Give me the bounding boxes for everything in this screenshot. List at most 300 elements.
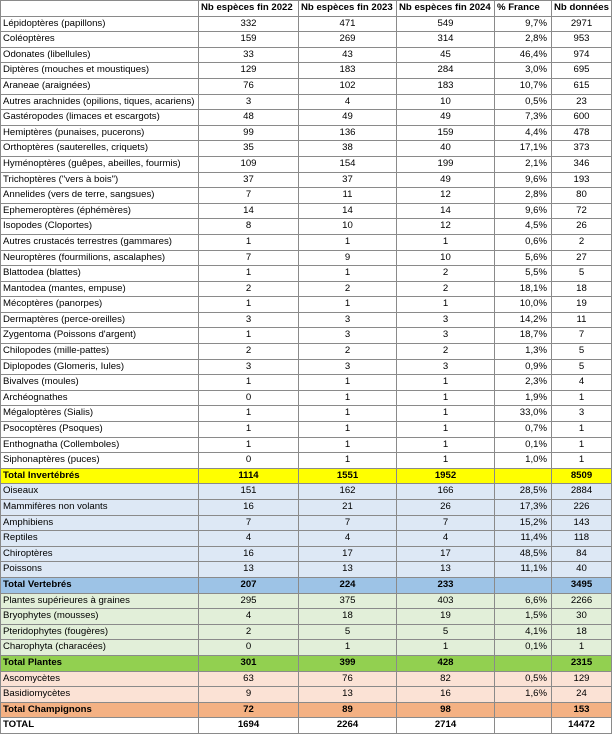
pct-france-cell: 28,5% — [495, 484, 552, 500]
count-2023-cell: 14 — [299, 203, 397, 219]
nb-donnees-cell: 5 — [552, 344, 612, 360]
count-2023-cell: 1 — [299, 640, 397, 656]
header-row — [1, 1, 612, 17]
nb-donnees-cell: 11 — [552, 312, 612, 328]
taxon-cell: Enthognatha (Collemboles) — [1, 437, 199, 453]
taxon-cell: Archéognathes — [1, 390, 199, 406]
count-2022-cell: 1 — [199, 437, 299, 453]
count-2024-cell: 549 — [397, 16, 495, 32]
count-2023-cell: 17 — [299, 546, 397, 562]
count-2023-cell: 1 — [299, 375, 397, 391]
taxon-cell: Siphonaptères (puces) — [1, 453, 199, 469]
pct-france-cell: 0,5% — [495, 94, 552, 110]
count-2023-cell: 13 — [299, 562, 397, 578]
count-2022-cell: 332 — [199, 16, 299, 32]
count-2024-cell: 5 — [397, 624, 495, 640]
count-2023-cell: 5 — [299, 624, 397, 640]
count-2024-cell: 1 — [397, 406, 495, 422]
count-2022-cell: 1694 — [199, 718, 299, 734]
nb-donnees-cell: 26 — [552, 219, 612, 235]
count-2024-cell: 1 — [397, 390, 495, 406]
pct-france-cell: 2,8% — [495, 32, 552, 48]
pct-france-cell — [495, 468, 552, 484]
total-row — [1, 718, 612, 734]
pct-france-cell: 4,4% — [495, 125, 552, 141]
count-2024-cell: 403 — [397, 593, 495, 609]
pct-france-cell: 0,9% — [495, 359, 552, 375]
count-2024-cell: 98 — [397, 702, 495, 718]
nb-donnees-cell: 5 — [552, 359, 612, 375]
pct-france-cell — [495, 655, 552, 671]
pct-france-cell — [495, 718, 552, 734]
table-row — [1, 531, 612, 547]
count-2022-cell: 7 — [199, 250, 299, 266]
count-2024-cell: 26 — [397, 500, 495, 516]
nb-donnees-cell: 1 — [552, 437, 612, 453]
count-2024-cell: 428 — [397, 655, 495, 671]
count-2024-cell: 183 — [397, 78, 495, 94]
taxon-cell: Araneae (araignées) — [1, 78, 199, 94]
count-2024-cell: 314 — [397, 32, 495, 48]
nb-donnees-cell: 143 — [552, 515, 612, 531]
taxon-cell: Poissons — [1, 562, 199, 578]
count-2024-cell: 10 — [397, 94, 495, 110]
pct-france-cell: 48,5% — [495, 546, 552, 562]
taxon-cell: Total Plantes — [1, 655, 199, 671]
pct-france-cell: 2,3% — [495, 375, 552, 391]
table-row — [1, 47, 612, 63]
pct-france-cell: 10,0% — [495, 297, 552, 313]
taxon-cell: Total Invertébrés — [1, 468, 199, 484]
table-row — [1, 63, 612, 79]
count-2023-cell: 3 — [299, 359, 397, 375]
taxon-cell: Chilopodes (mille-pattes) — [1, 344, 199, 360]
count-2023-cell: 2 — [299, 344, 397, 360]
count-2022-cell: 159 — [199, 32, 299, 48]
pct-france-cell: 1,3% — [495, 344, 552, 360]
table-row — [1, 453, 612, 469]
taxon-cell: Zygentoma (Poissons d'argent) — [1, 328, 199, 344]
count-2023-cell: 1 — [299, 437, 397, 453]
pct-france-cell: 3,0% — [495, 63, 552, 79]
taxon-cell: Ascomycètes — [1, 671, 199, 687]
count-2022-cell: 129 — [199, 63, 299, 79]
count-2024-cell: 49 — [397, 172, 495, 188]
nb-donnees-cell: 2 — [552, 234, 612, 250]
count-2023-cell: 183 — [299, 63, 397, 79]
taxon-cell: Neuroptères (fourmilions, ascalaphes) — [1, 250, 199, 266]
header-taxon — [1, 1, 199, 17]
count-2022-cell: 109 — [199, 156, 299, 172]
taxon-cell: Bryophytes (mousses) — [1, 609, 199, 625]
table-row — [1, 266, 612, 282]
header-2022: Nb espèces fin 2022 — [199, 1, 299, 17]
count-2024-cell: 2714 — [397, 718, 495, 734]
taxon-cell: Psocoptères (Psoques) — [1, 422, 199, 438]
table-row — [1, 156, 612, 172]
count-2024-cell: 7 — [397, 515, 495, 531]
count-2023-cell: 49 — [299, 110, 397, 126]
count-2022-cell: 13 — [199, 562, 299, 578]
taxon-cell: Blattodea (blattes) — [1, 266, 199, 282]
count-2024-cell: 1 — [397, 422, 495, 438]
count-2024-cell: 1 — [397, 437, 495, 453]
count-2024-cell: 3 — [397, 359, 495, 375]
count-2022-cell: 63 — [199, 671, 299, 687]
count-2024-cell: 3 — [397, 312, 495, 328]
pct-france-cell: 6,6% — [495, 593, 552, 609]
count-2023-cell: 10 — [299, 219, 397, 235]
pct-france-cell: 33,0% — [495, 406, 552, 422]
count-2022-cell: 33 — [199, 47, 299, 63]
header-pct-france: % France — [495, 1, 552, 17]
count-2024-cell: 166 — [397, 484, 495, 500]
table-row — [1, 375, 612, 391]
nb-donnees-cell: 118 — [552, 531, 612, 547]
nb-donnees-cell: 1 — [552, 422, 612, 438]
count-2022-cell: 1114 — [199, 468, 299, 484]
nb-donnees-cell: 1 — [552, 390, 612, 406]
table-row — [1, 219, 612, 235]
count-2024-cell: 2 — [397, 281, 495, 297]
nb-donnees-cell: 129 — [552, 671, 612, 687]
taxon-cell: Mégaloptères (Sialis) — [1, 406, 199, 422]
count-2023-cell: 399 — [299, 655, 397, 671]
count-2024-cell: 159 — [397, 125, 495, 141]
count-2022-cell: 0 — [199, 453, 299, 469]
count-2024-cell: 40 — [397, 141, 495, 157]
count-2022-cell: 99 — [199, 125, 299, 141]
count-2022-cell: 4 — [199, 531, 299, 547]
nb-donnees-cell: 695 — [552, 63, 612, 79]
table-row — [1, 234, 612, 250]
nb-donnees-cell: 84 — [552, 546, 612, 562]
count-2022-cell: 7 — [199, 188, 299, 204]
table-row — [1, 328, 612, 344]
count-2022-cell: 2 — [199, 624, 299, 640]
count-2024-cell: 12 — [397, 188, 495, 204]
count-2022-cell: 1 — [199, 234, 299, 250]
table-row — [1, 671, 612, 687]
table-row — [1, 250, 612, 266]
table-row — [1, 16, 612, 32]
pct-france-cell: 9,6% — [495, 203, 552, 219]
count-2023-cell: 136 — [299, 125, 397, 141]
taxon-cell: Coléoptères — [1, 32, 199, 48]
total-row — [1, 577, 612, 593]
taxon-cell: Autres crustacés terrestres (gammares) — [1, 234, 199, 250]
pct-france-cell: 5,5% — [495, 266, 552, 282]
count-2024-cell: 16 — [397, 687, 495, 703]
table-row — [1, 78, 612, 94]
nb-donnees-cell: 4 — [552, 375, 612, 391]
count-2022-cell: 7 — [199, 515, 299, 531]
table-row — [1, 593, 612, 609]
nb-donnees-cell: 2884 — [552, 484, 612, 500]
count-2023-cell: 89 — [299, 702, 397, 718]
pct-france-cell: 17,3% — [495, 500, 552, 516]
total-row — [1, 655, 612, 671]
count-2022-cell: 1 — [199, 375, 299, 391]
count-2022-cell: 76 — [199, 78, 299, 94]
taxon-cell: Lépidoptères (papillons) — [1, 16, 199, 32]
count-2022-cell: 37 — [199, 172, 299, 188]
taxon-cell: Total Champignons — [1, 702, 199, 718]
table-body — [1, 16, 612, 733]
nb-donnees-cell: 2315 — [552, 655, 612, 671]
table-row — [1, 422, 612, 438]
taxon-cell: Mammifères non volants — [1, 500, 199, 516]
pct-france-cell: 11,1% — [495, 562, 552, 578]
count-2022-cell: 3 — [199, 312, 299, 328]
table-row — [1, 32, 612, 48]
pct-france-cell: 2,8% — [495, 188, 552, 204]
nb-donnees-cell: 953 — [552, 32, 612, 48]
count-2023-cell: 269 — [299, 32, 397, 48]
count-2022-cell: 2 — [199, 281, 299, 297]
count-2024-cell: 1 — [397, 375, 495, 391]
total-row — [1, 468, 612, 484]
count-2023-cell: 1 — [299, 453, 397, 469]
taxon-cell: Total Vertebrés — [1, 577, 199, 593]
count-2023-cell: 154 — [299, 156, 397, 172]
table-row — [1, 390, 612, 406]
count-2024-cell: 284 — [397, 63, 495, 79]
nb-donnees-cell: 346 — [552, 156, 612, 172]
count-2023-cell: 375 — [299, 593, 397, 609]
nb-donnees-cell: 27 — [552, 250, 612, 266]
count-2023-cell: 13 — [299, 687, 397, 703]
nb-donnees-cell: 30 — [552, 609, 612, 625]
count-2022-cell: 16 — [199, 546, 299, 562]
count-2022-cell: 0 — [199, 390, 299, 406]
pct-france-cell: 0,6% — [495, 234, 552, 250]
count-2023-cell: 2264 — [299, 718, 397, 734]
table-row — [1, 125, 612, 141]
nb-donnees-cell: 1 — [552, 640, 612, 656]
table-row — [1, 94, 612, 110]
count-2022-cell: 4 — [199, 609, 299, 625]
count-2023-cell: 21 — [299, 500, 397, 516]
pct-france-cell: 18,7% — [495, 328, 552, 344]
table-row — [1, 624, 612, 640]
count-2023-cell: 76 — [299, 671, 397, 687]
count-2024-cell: 233 — [397, 577, 495, 593]
taxon-cell: Ephemeroptères (éphémères) — [1, 203, 199, 219]
nb-donnees-cell: 2971 — [552, 16, 612, 32]
count-2022-cell: 295 — [199, 593, 299, 609]
pct-france-cell: 0,5% — [495, 671, 552, 687]
pct-france-cell — [495, 702, 552, 718]
pct-france-cell: 14,2% — [495, 312, 552, 328]
count-2022-cell: 207 — [199, 577, 299, 593]
count-2023-cell: 3 — [299, 312, 397, 328]
count-2024-cell: 82 — [397, 671, 495, 687]
count-2023-cell: 9 — [299, 250, 397, 266]
nb-donnees-cell: 153 — [552, 702, 612, 718]
count-2023-cell: 1 — [299, 266, 397, 282]
nb-donnees-cell: 19 — [552, 297, 612, 313]
count-2022-cell: 16 — [199, 500, 299, 516]
table-row — [1, 640, 612, 656]
taxon-cell: TOTAL — [1, 718, 199, 734]
nb-donnees-cell: 24 — [552, 687, 612, 703]
pct-france-cell — [495, 577, 552, 593]
count-2023-cell: 224 — [299, 577, 397, 593]
taxon-cell: Bivalves (moules) — [1, 375, 199, 391]
count-2023-cell: 1 — [299, 390, 397, 406]
taxon-cell: Basidiomycètes — [1, 687, 199, 703]
count-2024-cell: 19 — [397, 609, 495, 625]
taxon-cell: Charophyta (characées) — [1, 640, 199, 656]
count-2022-cell: 1 — [199, 422, 299, 438]
pct-france-cell: 1,0% — [495, 453, 552, 469]
count-2022-cell: 14 — [199, 203, 299, 219]
count-2022-cell: 8 — [199, 219, 299, 235]
count-2023-cell: 1 — [299, 422, 397, 438]
nb-donnees-cell: 193 — [552, 172, 612, 188]
count-2022-cell: 1 — [199, 406, 299, 422]
count-2024-cell: 12 — [397, 219, 495, 235]
pct-france-cell: 7,3% — [495, 110, 552, 126]
count-2024-cell: 17 — [397, 546, 495, 562]
pct-france-cell: 17,1% — [495, 141, 552, 157]
pct-france-cell: 0,1% — [495, 640, 552, 656]
nb-donnees-cell: 80 — [552, 188, 612, 204]
table-row — [1, 546, 612, 562]
count-2022-cell: 1 — [199, 297, 299, 313]
count-2022-cell: 3 — [199, 94, 299, 110]
pct-france-cell: 1,9% — [495, 390, 552, 406]
pct-france-cell: 0,7% — [495, 422, 552, 438]
nb-donnees-cell: 8509 — [552, 468, 612, 484]
count-2023-cell: 3 — [299, 328, 397, 344]
header-2024: Nb espèces fin 2024 — [397, 1, 495, 17]
count-2023-cell: 1 — [299, 234, 397, 250]
count-2022-cell: 151 — [199, 484, 299, 500]
table-row — [1, 344, 612, 360]
taxon-cell: Hemiptères (punaises, pucerons) — [1, 125, 199, 141]
count-2023-cell: 18 — [299, 609, 397, 625]
pct-france-cell: 15,2% — [495, 515, 552, 531]
nb-donnees-cell: 3495 — [552, 577, 612, 593]
table-row — [1, 188, 612, 204]
table-row — [1, 406, 612, 422]
pct-france-cell: 1,6% — [495, 687, 552, 703]
count-2023-cell: 37 — [299, 172, 397, 188]
taxon-cell: Diplopodes (Glomeris, Iules) — [1, 359, 199, 375]
nb-donnees-cell: 18 — [552, 624, 612, 640]
table-row — [1, 562, 612, 578]
pct-france-cell: 18,1% — [495, 281, 552, 297]
pct-france-cell: 11,4% — [495, 531, 552, 547]
count-2024-cell: 13 — [397, 562, 495, 578]
taxon-cell: Orthoptères (sauterelles, criquets) — [1, 141, 199, 157]
count-2022-cell: 3 — [199, 359, 299, 375]
taxon-cell: Diptères (mouches et moustiques) — [1, 63, 199, 79]
taxon-cell: Odonates (libellules) — [1, 47, 199, 63]
count-2024-cell: 1 — [397, 453, 495, 469]
table-row — [1, 609, 612, 625]
table-row — [1, 515, 612, 531]
taxon-cell: Mantodea (mantes, empuse) — [1, 281, 199, 297]
count-2024-cell: 45 — [397, 47, 495, 63]
count-2023-cell: 102 — [299, 78, 397, 94]
pct-france-cell: 4,1% — [495, 624, 552, 640]
taxon-cell: Oiseaux — [1, 484, 199, 500]
nb-donnees-cell: 478 — [552, 125, 612, 141]
pct-france-cell: 4,5% — [495, 219, 552, 235]
count-2022-cell: 72 — [199, 702, 299, 718]
count-2024-cell: 2 — [397, 266, 495, 282]
count-2024-cell: 49 — [397, 110, 495, 126]
nb-donnees-cell: 40 — [552, 562, 612, 578]
pct-france-cell: 0,1% — [495, 437, 552, 453]
pct-france-cell: 10,7% — [495, 78, 552, 94]
table-row — [1, 297, 612, 313]
count-2023-cell: 4 — [299, 94, 397, 110]
taxon-cell: Annelides (vers de terre, sangsues) — [1, 188, 199, 204]
taxon-cell: Hyménoptères (guêpes, abeilles, fourmis) — [1, 156, 199, 172]
nb-donnees-cell: 14472 — [552, 718, 612, 734]
table-row — [1, 687, 612, 703]
nb-donnees-cell: 18 — [552, 281, 612, 297]
count-2022-cell: 2 — [199, 344, 299, 360]
taxon-cell: Mécoptères (panorpes) — [1, 297, 199, 313]
header-nb-donnees: Nb données — [552, 1, 612, 17]
table-row — [1, 437, 612, 453]
nb-donnees-cell: 3 — [552, 406, 612, 422]
pct-france-cell: 9,6% — [495, 172, 552, 188]
nb-donnees-cell: 2266 — [552, 593, 612, 609]
nb-donnees-cell: 974 — [552, 47, 612, 63]
total-row — [1, 702, 612, 718]
count-2023-cell: 1 — [299, 406, 397, 422]
count-2022-cell: 1 — [199, 328, 299, 344]
count-2022-cell: 0 — [199, 640, 299, 656]
nb-donnees-cell: 600 — [552, 110, 612, 126]
taxon-cell: Reptiles — [1, 531, 199, 547]
table-row — [1, 281, 612, 297]
table-row — [1, 172, 612, 188]
count-2023-cell: 38 — [299, 141, 397, 157]
count-2023-cell: 43 — [299, 47, 397, 63]
count-2024-cell: 199 — [397, 156, 495, 172]
table-row — [1, 203, 612, 219]
pct-france-cell: 9,7% — [495, 16, 552, 32]
count-2024-cell: 2 — [397, 344, 495, 360]
count-2024-cell: 3 — [397, 328, 495, 344]
table-row — [1, 110, 612, 126]
nb-donnees-cell: 23 — [552, 94, 612, 110]
count-2024-cell: 1952 — [397, 468, 495, 484]
count-2023-cell: 2 — [299, 281, 397, 297]
count-2023-cell: 11 — [299, 188, 397, 204]
taxon-cell: Autres arachnides (opilions, tiques, acariens) — [1, 94, 199, 110]
taxon-cell: Pteridophytes (fougères) — [1, 624, 199, 640]
header-2023: Nb espèces fin 2023 — [299, 1, 397, 17]
table-row — [1, 312, 612, 328]
taxon-cell: Dermaptères (perce-oreilles) — [1, 312, 199, 328]
pct-france-cell: 46,4% — [495, 47, 552, 63]
count-2022-cell: 35 — [199, 141, 299, 157]
count-2022-cell: 1 — [199, 266, 299, 282]
count-2023-cell: 471 — [299, 16, 397, 32]
count-2024-cell: 4 — [397, 531, 495, 547]
nb-donnees-cell: 1 — [552, 453, 612, 469]
count-2022-cell: 9 — [199, 687, 299, 703]
taxon-cell: Chiroptères — [1, 546, 199, 562]
